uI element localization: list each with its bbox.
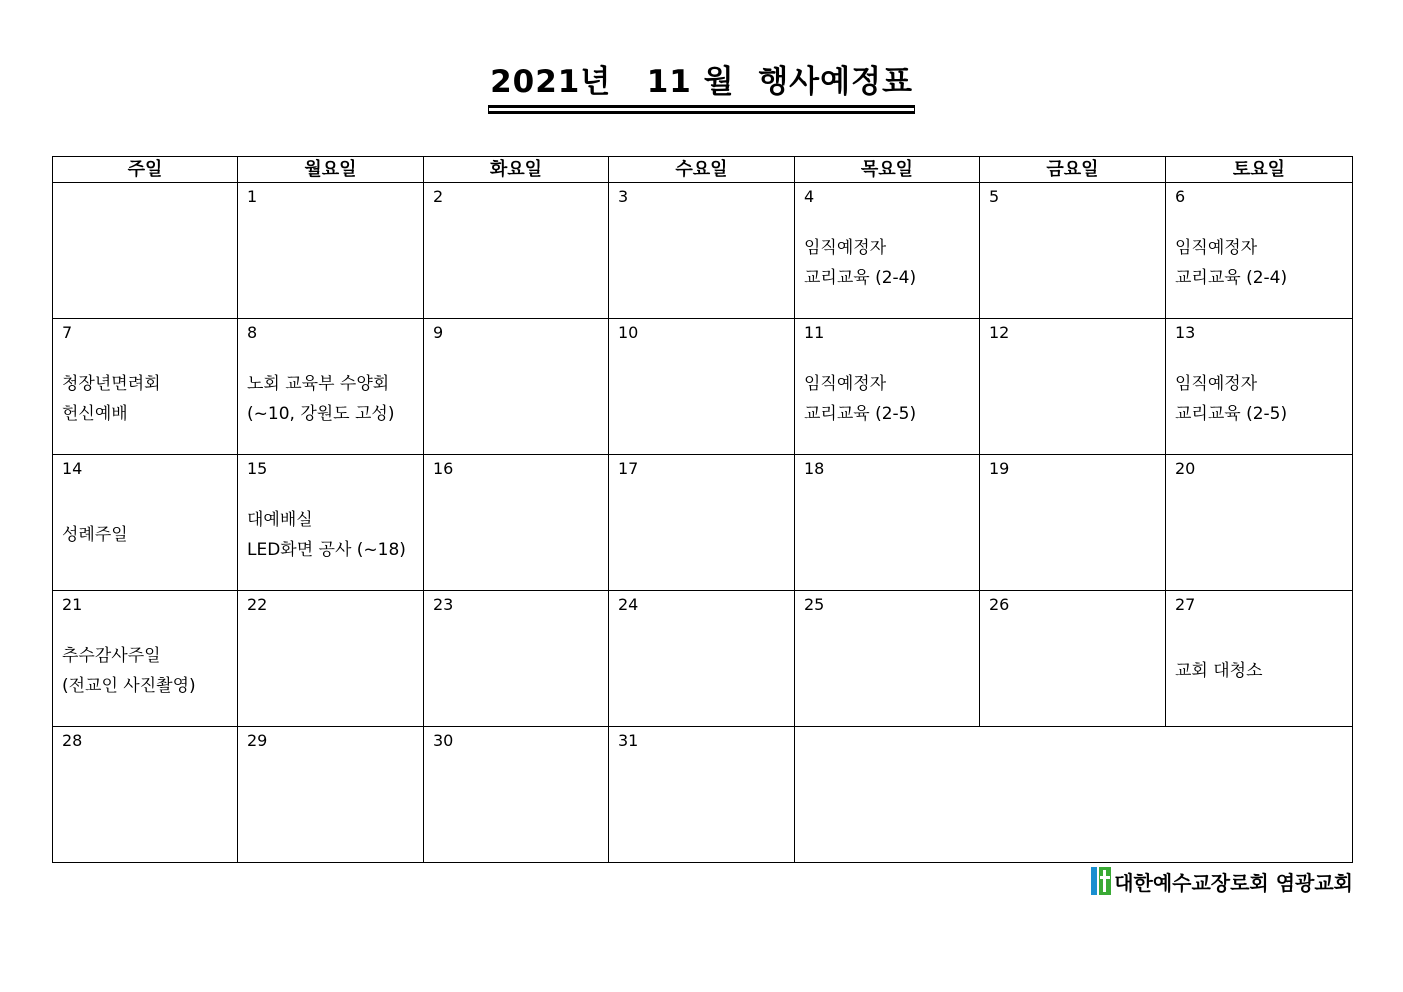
title-label: 행사예정표 — [758, 64, 913, 100]
day-number: 30 — [433, 731, 454, 750]
day-number: 14 — [62, 459, 83, 478]
event-text — [804, 369, 916, 429]
event-line: 청장년면려회 — [62, 374, 161, 394]
event-line: 교회 대청소 — [1175, 661, 1263, 681]
day-cell — [424, 727, 609, 863]
day-cell — [53, 183, 238, 319]
day-number: 16 — [433, 459, 454, 478]
day-number: 2 — [433, 187, 444, 206]
day-cell — [238, 591, 424, 727]
day-cell — [238, 319, 424, 455]
page-title-wrap — [0, 62, 1403, 108]
day-number: 31 — [618, 731, 639, 750]
day-number: 3 — [618, 187, 629, 206]
day-number: 6 — [1175, 187, 1186, 206]
day-cell — [795, 455, 980, 591]
day-number: 19 — [989, 459, 1010, 478]
weekday-header: 토요일 — [1166, 157, 1353, 183]
event-line: (전교인 사진촬영) — [62, 676, 196, 696]
day-cell — [53, 591, 238, 727]
week-row — [53, 727, 1353, 863]
day-number: 27 — [1175, 595, 1196, 614]
day-number: 17 — [618, 459, 639, 478]
calendar-body — [53, 183, 1353, 863]
weekday-header-row — [53, 157, 1353, 183]
day-number: 21 — [62, 595, 83, 614]
footer — [1091, 866, 1353, 896]
event-text — [1175, 369, 1287, 429]
day-number: 29 — [247, 731, 268, 750]
weekday-header: 수요일 — [609, 157, 795, 183]
day-cell — [980, 183, 1166, 319]
day-cell — [53, 727, 238, 863]
event-text — [62, 641, 196, 701]
event-line: 추수감사주일 — [62, 646, 161, 666]
day-number: 8 — [247, 323, 258, 342]
day-number: 7 — [62, 323, 73, 342]
day-cell — [424, 455, 609, 591]
event-line: 임직예정자 — [1175, 238, 1258, 258]
day-cell — [238, 727, 424, 863]
page-title — [488, 62, 915, 108]
day-cell — [1166, 591, 1353, 727]
week-row — [53, 319, 1353, 455]
day-cell — [795, 183, 980, 319]
day-cell — [53, 455, 238, 591]
event-line: 임직예정자 — [1175, 374, 1258, 394]
event-line: (~10, 강원도 고성) — [247, 404, 395, 424]
title-year: 2021년 — [490, 64, 612, 100]
day-number: 10 — [618, 323, 639, 342]
day-cell — [238, 183, 424, 319]
day-number: 24 — [618, 595, 639, 614]
day-number: 15 — [247, 459, 268, 478]
day-number: 23 — [433, 595, 454, 614]
week-row — [53, 591, 1353, 727]
day-cell — [1166, 183, 1353, 319]
day-number: 26 — [989, 595, 1010, 614]
weekday-header: 월요일 — [238, 157, 424, 183]
event-line: 임직예정자 — [804, 374, 887, 394]
event-text — [1175, 233, 1287, 293]
day-number: 12 — [989, 323, 1010, 342]
weekday-header: 목요일 — [795, 157, 980, 183]
day-cell — [424, 591, 609, 727]
day-number: 5 — [989, 187, 1000, 206]
church-name: 대한예수교장로회 염광교회 — [1114, 870, 1353, 895]
event-line: 교리교육 (2-5) — [804, 404, 917, 424]
empty-cell — [795, 727, 1353, 863]
day-number: 22 — [247, 595, 268, 614]
day-number: 4 — [804, 187, 815, 206]
day-cell — [980, 319, 1166, 455]
event-text — [247, 369, 394, 429]
day-cell — [424, 319, 609, 455]
day-cell — [609, 455, 795, 591]
weekday-header: 금요일 — [980, 157, 1166, 183]
weekday-header: 주일 — [53, 157, 238, 183]
event-line: 교리교육 (2-4) — [1175, 268, 1288, 288]
day-number: 9 — [433, 323, 444, 342]
day-cell — [1166, 319, 1353, 455]
event-line: 대예배실 — [247, 510, 313, 530]
event-text — [62, 520, 128, 550]
day-cell — [609, 319, 795, 455]
title-month: 11 월 — [646, 64, 735, 100]
day-cell — [609, 183, 795, 319]
day-cell — [795, 319, 980, 455]
event-text — [1175, 656, 1263, 686]
event-text — [247, 505, 406, 565]
week-row — [53, 183, 1353, 319]
day-cell — [53, 319, 238, 455]
day-cell — [1166, 455, 1353, 591]
day-number: 28 — [62, 731, 83, 750]
event-text — [62, 369, 161, 429]
day-number: 13 — [1175, 323, 1196, 342]
weekday-header: 화요일 — [424, 157, 609, 183]
week-row — [53, 455, 1353, 591]
day-cell — [424, 183, 609, 319]
day-cell — [980, 591, 1166, 727]
day-cell — [609, 727, 795, 863]
event-line: 노회 교육부 수양회 — [247, 374, 390, 394]
event-line: 헌신예배 — [62, 404, 128, 424]
day-number: 1 — [247, 187, 258, 206]
event-text — [804, 233, 916, 293]
day-cell — [795, 591, 980, 727]
event-line: 교리교육 (2-5) — [1175, 404, 1288, 424]
day-cell — [980, 455, 1166, 591]
day-number: 25 — [804, 595, 825, 614]
day-number: 11 — [804, 323, 825, 342]
event-line: 교리교육 (2-4) — [804, 268, 917, 288]
day-number: 20 — [1175, 459, 1196, 478]
church-cross-logo-icon — [1091, 867, 1111, 895]
event-line: 임직예정자 — [804, 238, 887, 258]
day-cell — [609, 591, 795, 727]
day-number: 18 — [804, 459, 825, 478]
event-line: 성례주일 — [62, 525, 128, 545]
calendar-table — [52, 156, 1353, 863]
event-line: LED화면 공사 (~18) — [247, 540, 406, 560]
day-cell — [238, 455, 424, 591]
